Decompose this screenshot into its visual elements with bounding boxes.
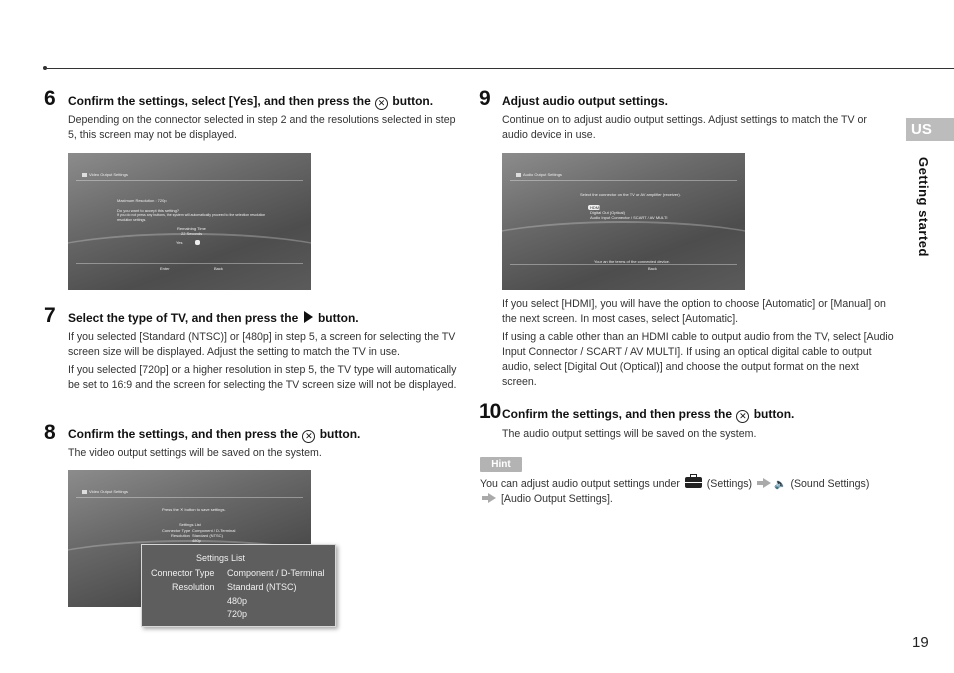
screen-conn-value: Component / D-Terminal	[192, 528, 236, 533]
screen-res-label: Resolution	[171, 533, 190, 538]
step-8-title-post: button.	[316, 427, 361, 441]
overlay-res-label: Resolution	[172, 582, 215, 592]
screen-header-icon	[82, 173, 87, 177]
step-8-title-pre: Confirm the settings, and then press the	[68, 427, 302, 441]
screen-divider-bottom	[76, 263, 303, 264]
hint-text-1: You can adjust audio output settings under	[480, 478, 683, 490]
screen-max-res: Maximum Resolution : 720p	[117, 198, 167, 203]
screen-divider-bottom	[510, 264, 737, 265]
screen-header-text: Video Output Settings	[89, 172, 128, 177]
screen-header	[516, 172, 562, 177]
screen-remaining: Remaining Time	[177, 226, 206, 231]
screen-back: Back	[648, 266, 657, 271]
screen-question: Do you want to accept this setting?	[117, 208, 180, 213]
screen-header-icon	[82, 490, 87, 494]
step-8-number: 8	[44, 421, 55, 444]
screen-enter: Enter	[160, 266, 170, 271]
step-10-number: 10	[479, 400, 501, 423]
audio-output-screenshot	[502, 153, 745, 290]
step-7-title-post: button.	[314, 311, 359, 325]
step-7-body-2: If you selected [720p] or a higher resolution in step 5, the TV type will automatically be set to 16:9 and the screen for selecting the TV screen size will not be displayed.	[68, 364, 457, 391]
step-7-body-1: If you selected [Standard (NTSC)] or [480p] in step 5, a screen for selecting the TV screen size will be displayed. Adjust the setting to match the TV in use.	[68, 331, 456, 358]
screen-footnote: Your an the terms of the connected device.	[594, 259, 670, 264]
sound-settings-icon: 🔈	[774, 479, 787, 490]
screen-seconds: 22 Seconds	[181, 231, 203, 236]
screen-res-480: 480p	[192, 538, 201, 543]
screen-swirl	[502, 221, 745, 283]
step-6-title	[68, 94, 433, 110]
cross-button-icon: ✕	[302, 430, 315, 443]
overlay-res-3: 720p	[227, 609, 248, 619]
step-10-title	[502, 407, 794, 423]
screen-header-icon	[516, 173, 521, 177]
screen-prompt: Press the ✕ button to save settings.	[162, 507, 226, 512]
step-8-title	[68, 427, 360, 443]
video-confirm-screenshot	[68, 153, 311, 290]
arrow-icon	[482, 493, 496, 503]
screen-opt-hdmi: HDMI	[590, 205, 601, 210]
screen-back: Back	[214, 266, 223, 271]
step-9-title: Adjust audio output settings.	[502, 94, 668, 108]
arrow-icon	[757, 478, 771, 488]
screen-divider	[76, 180, 303, 181]
screen-note: If you do not press any buttons, the system will automatically proceed to the selection resolution	[117, 213, 266, 217]
cross-button-icon: ✕	[736, 410, 749, 423]
language-tab: US	[906, 118, 954, 141]
step-6-number: 6	[44, 87, 55, 110]
screen-prompt: Select the connector on the TV or AV amplifier (receiver).	[580, 192, 681, 197]
step-6-body: Depending on the connector selected in step 2 and the resolutions selected in step 5, this screen may not be displayed.	[68, 114, 456, 141]
hint-text	[480, 477, 900, 507]
screen-header	[82, 172, 128, 177]
right-button-icon	[304, 311, 313, 323]
screen-header-text: Video Output Settings	[89, 489, 128, 494]
section-title: Getting started	[916, 157, 931, 257]
overlay-conn-label: Connector Type	[151, 568, 215, 578]
screen-opt-analog: Audio Input Connector / SCART / AV MULTI	[590, 215, 668, 220]
overlay-conn-value: Component / D-Terminal	[227, 568, 325, 578]
hint-badge: Hint	[480, 457, 522, 472]
cross-button-icon: ✕	[375, 97, 388, 110]
screen-header-text: Audio Output Settings	[523, 172, 562, 177]
step-8-body: The video output settings will be saved on the system.	[68, 447, 322, 459]
screen-opt-optical: Digital Out (Optical)	[590, 210, 625, 215]
step-7-title	[68, 311, 359, 325]
step-6-title-pre: Confirm the settings, select [Yes], and then press the	[68, 94, 375, 108]
step-10-body: The audio output settings will be saved on the system.	[502, 428, 757, 440]
screen-header	[82, 489, 128, 494]
screen-swirl	[68, 233, 311, 290]
step-9-body: Continue on to adjust audio output settings. Adjust settings to match the TV or audio device in use.	[502, 114, 867, 141]
step-10-title-post: button.	[750, 407, 795, 421]
screen-list-title: Settings List	[179, 522, 201, 527]
screen-divider	[76, 497, 303, 498]
screen-selection-cursor	[195, 240, 200, 245]
step-6-title-post: button.	[389, 94, 434, 108]
overlay-res-2: 480p	[227, 596, 248, 606]
top-rule-dot	[43, 66, 47, 70]
settings-list-zoom	[141, 544, 336, 627]
screen-res-value: Standard (NTSC)	[192, 533, 223, 538]
screen-conn-label: Connector Type	[162, 528, 191, 533]
step-7-number: 7	[44, 304, 55, 327]
hint-line2: [Audio Output Settings].	[498, 493, 613, 505]
overlay-res-1: Standard (NTSC)	[227, 582, 297, 592]
screen-note-2: resolution settings.	[117, 218, 147, 222]
overlay-title: Settings List	[196, 553, 246, 563]
step-9-number: 9	[479, 87, 490, 110]
hint-settings: (Settings)	[703, 478, 756, 490]
step-9-body-2: If you select [HDMI], you will have the option to choose [Automatic] or [Manual] on the next screen. In most cases, select [Automatic].	[502, 298, 886, 325]
step-7-title-pre: Select the type of TV, and then press the	[68, 311, 302, 325]
step-10-title-pre: Confirm the settings, and then press the	[502, 407, 736, 421]
top-rule	[44, 68, 954, 69]
screen-divider	[510, 180, 737, 181]
screen-yes: Yes	[176, 240, 183, 245]
settings-toolbox-icon	[685, 477, 702, 488]
hint-sound: (Sound Settings)	[787, 478, 870, 490]
step-9-body-3: If using a cable other than an HDMI cable to output audio from the TV, select [Audio Input Connector / SCART / AV MULTI]. If using an optical digital cable to output audio, select [Digital Out (Optical)] and choose the output format on the next screen.	[502, 331, 894, 388]
page-number: 19	[912, 634, 929, 651]
